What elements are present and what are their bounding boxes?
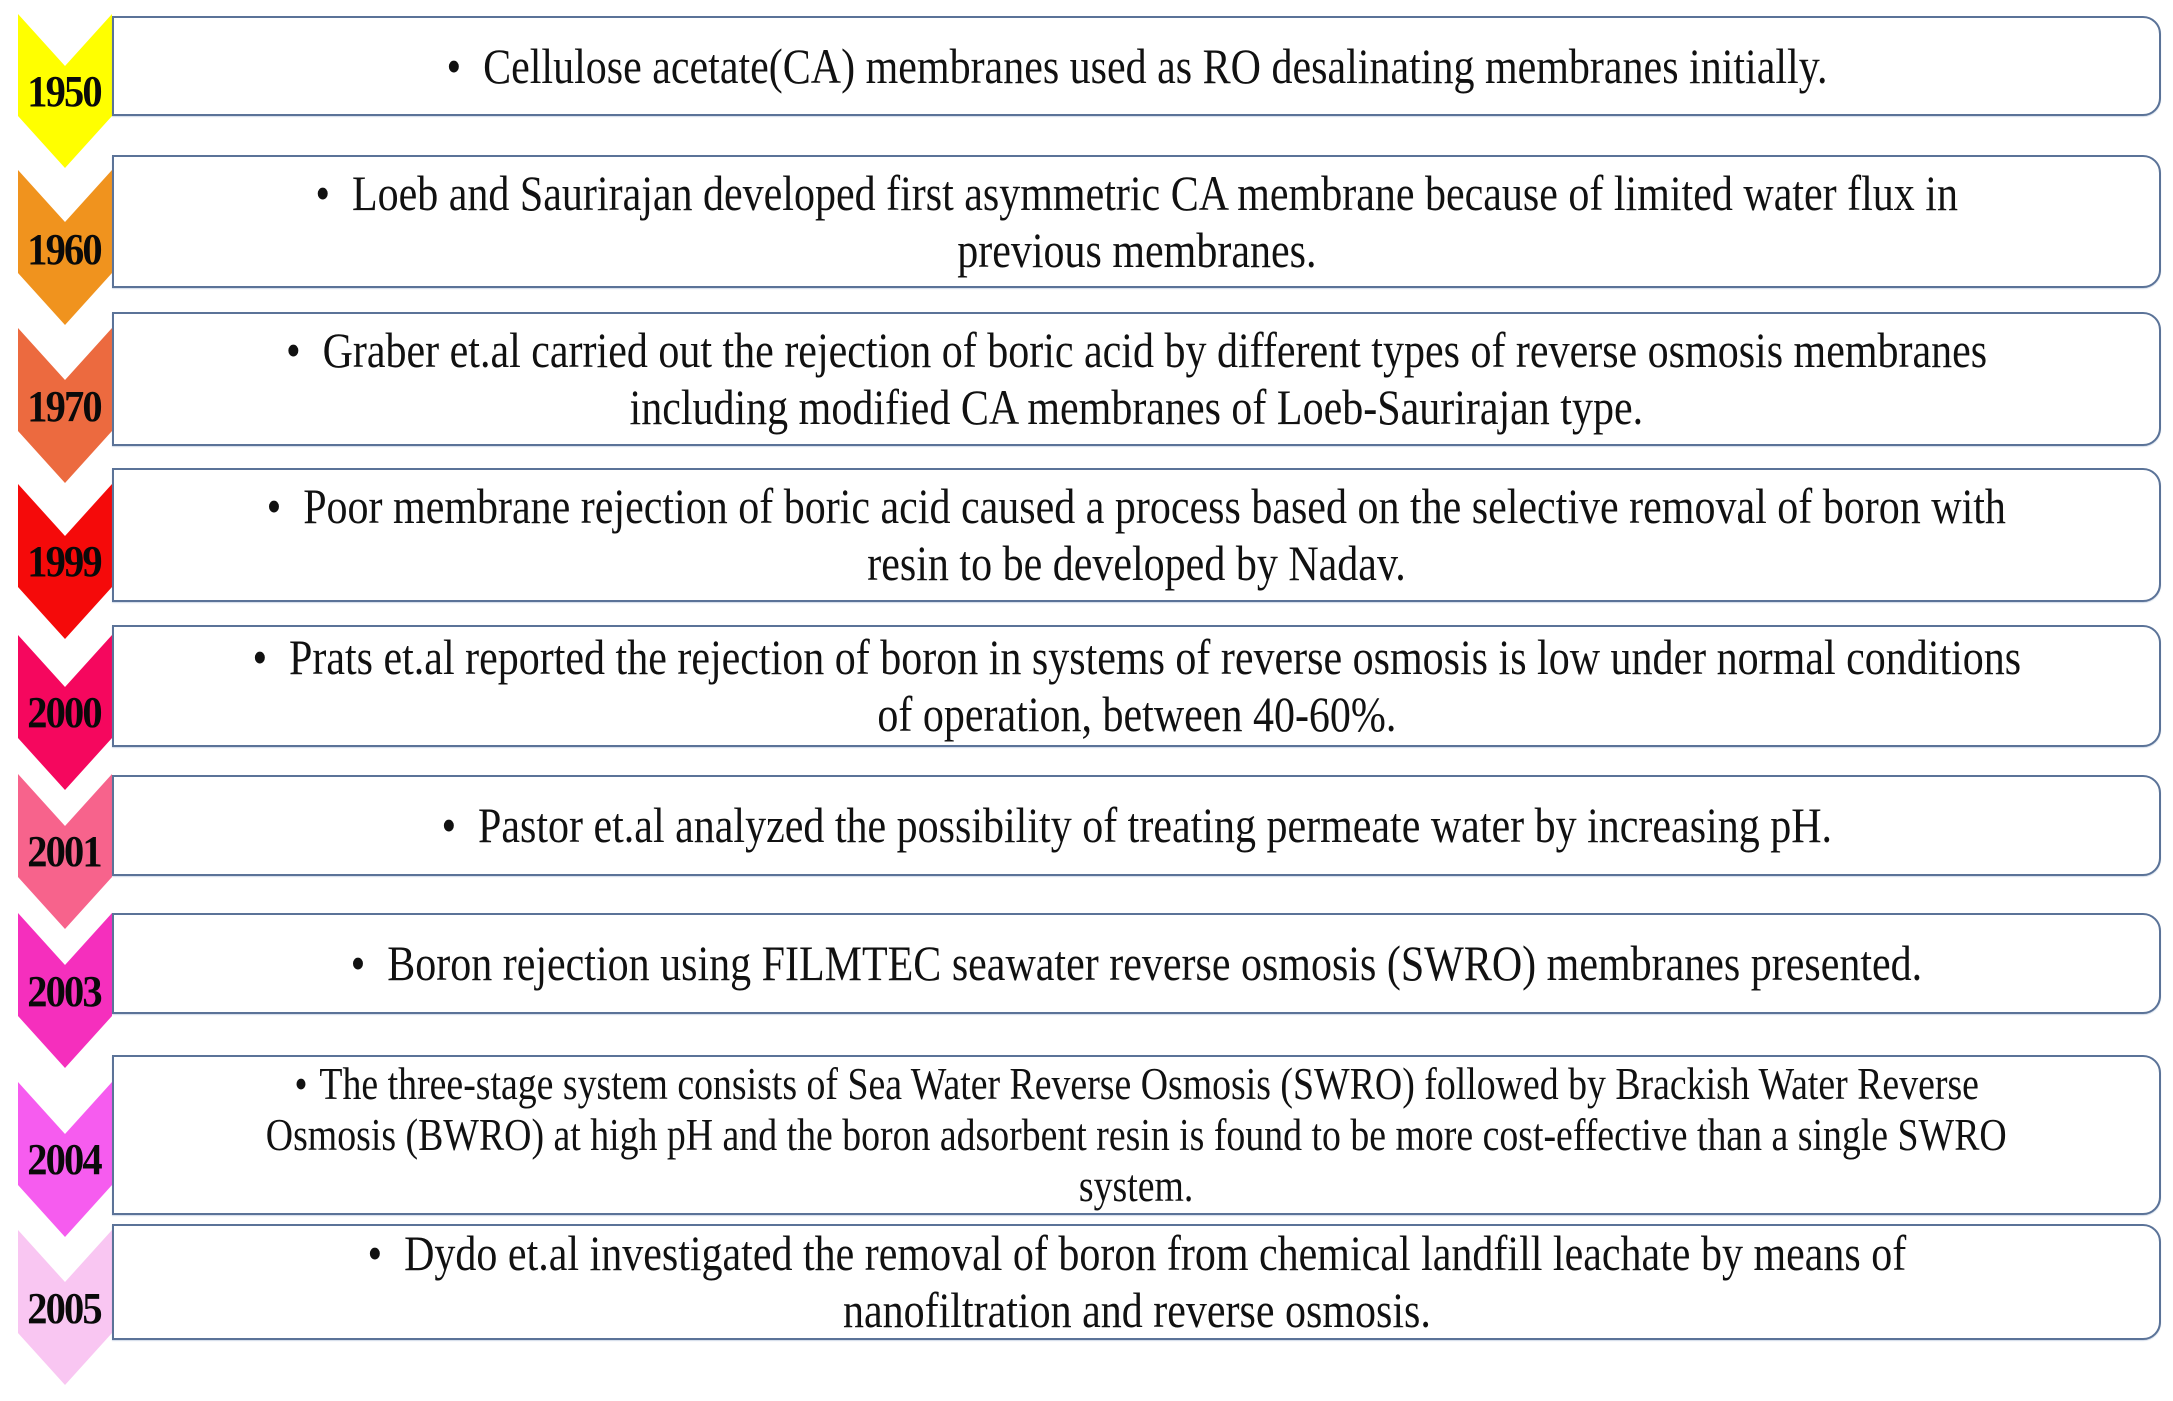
event-text-line: • Loeb and Saurirajan developed first asymmetric CA membrane because of limited water flux in xyxy=(315,164,1958,221)
year-label: 2004 xyxy=(27,1135,101,1184)
bullet-icon: • xyxy=(446,37,461,94)
event-text-line: • Prats et.al reported the rejection of boron in systems of reverse osmosis is low under normal conditions xyxy=(252,629,2021,685)
event-text-line: • Dydo et.al investigated the removal of boron from chemical landfill leachate by means of xyxy=(367,1225,1906,1281)
event-text-line: of operation, between 40-60%. xyxy=(876,686,1396,742)
event-text-line: system. xyxy=(1079,1160,1194,1211)
year-label: 2005 xyxy=(27,1284,101,1333)
event-text-line: • The three-stage system consists of Sea Water Reverse Osmosis (SWRO) followed by Brackish Water Reverse xyxy=(294,1058,1979,1109)
event-box xyxy=(112,913,2161,1014)
year-label: 1999 xyxy=(27,537,101,586)
event-text-line: including modified CA membranes of Loeb-Saurirajan type. xyxy=(629,379,1644,435)
event-text-line: • Cellulose acetate(CA) membranes used as RO desalinating membranes initially. xyxy=(446,37,1827,94)
event-text-line: • Pastor et.al analyzed the possibility of treating permeate water by increasing pH. xyxy=(441,797,1832,853)
event-text-line: • Boron rejection using FILMTEC seawater reverse osmosis (SWRO) membranes presented. xyxy=(350,935,1923,991)
event-text-line: Osmosis (BWRO) at high pH and the boron adsorbent resin is found to be more cost-effective than a single SWRO xyxy=(266,1109,2007,1160)
event-text-line: • Poor membrane rejection of boric acid caused a process based on the selective removal of boron with xyxy=(266,478,2007,534)
event-box xyxy=(112,312,2161,446)
year-label: 2000 xyxy=(27,688,101,737)
bullet-icon: • xyxy=(252,629,267,685)
event-text-line: nanofiltration and reverse osmosis. xyxy=(842,1282,1431,1338)
event-box xyxy=(112,468,2161,602)
bullet-icon: • xyxy=(266,478,282,534)
event-box xyxy=(112,625,2161,747)
year-label: 2003 xyxy=(27,967,101,1016)
event-box xyxy=(112,16,2161,116)
bullet-icon: • xyxy=(441,797,456,853)
bullet-icon: • xyxy=(315,164,330,221)
year-label: 1960 xyxy=(27,225,101,274)
event-box xyxy=(112,1055,2161,1215)
event-box xyxy=(112,1224,2161,1340)
year-label: 1970 xyxy=(27,382,101,431)
event-text-line: previous membranes. xyxy=(956,221,1317,278)
bullet-icon: • xyxy=(285,322,301,378)
event-text-line: • Graber et.al carried out the rejection of boric acid by different types of reverse osmosis membranes xyxy=(285,322,1988,378)
bullet-icon: • xyxy=(294,1058,308,1109)
event-box xyxy=(112,775,2161,876)
bullet-icon: • xyxy=(367,1225,382,1281)
event-text-line: resin to be developed by Nadav. xyxy=(867,535,1406,591)
year-label: 1950 xyxy=(27,67,101,116)
event-box xyxy=(112,155,2161,288)
bullet-icon: • xyxy=(350,935,366,991)
year-label: 2001 xyxy=(27,827,101,876)
